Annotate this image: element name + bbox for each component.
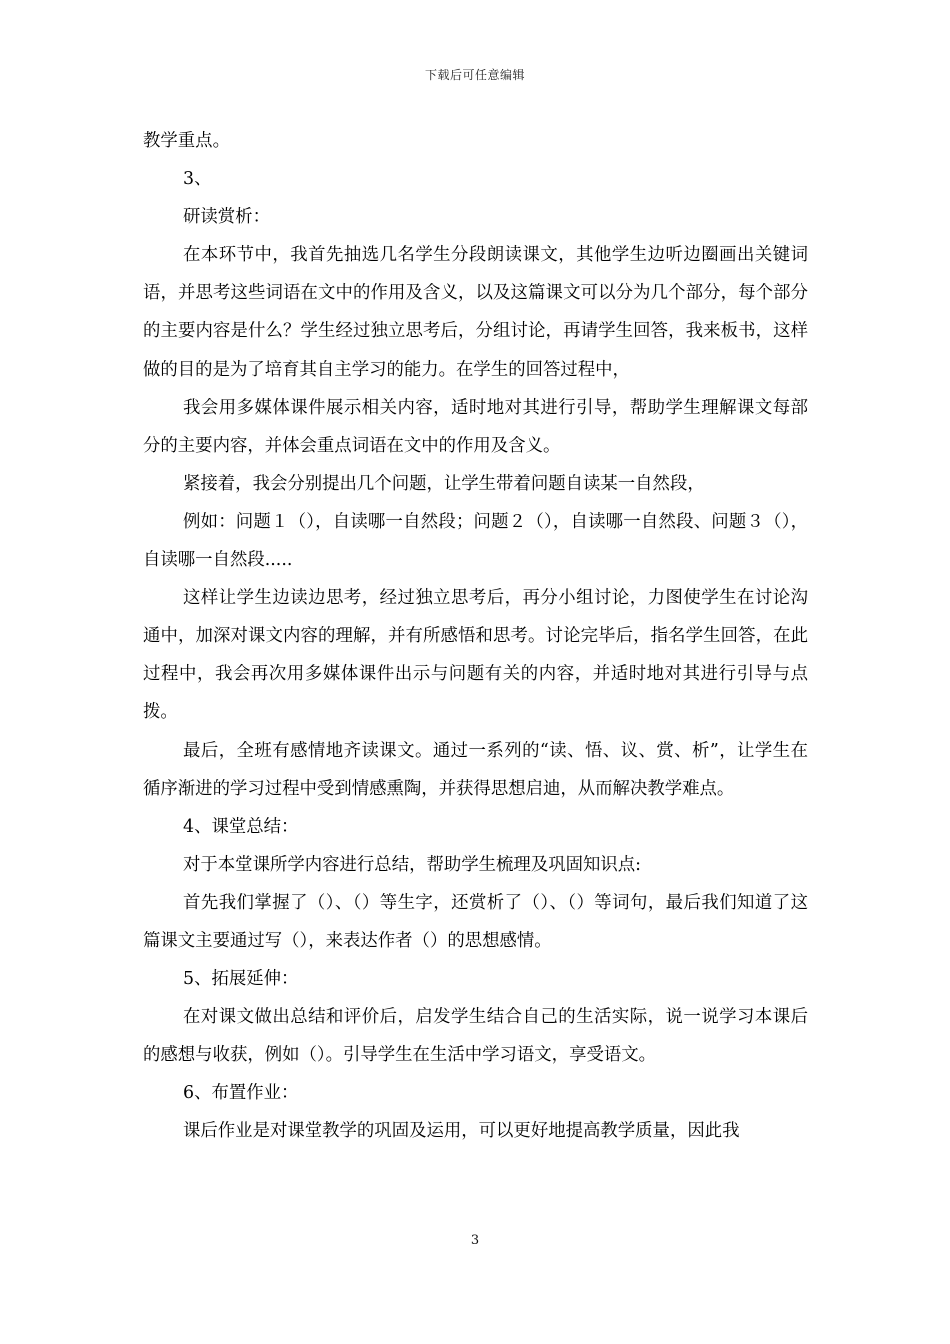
paragraph: 6、布置作业： bbox=[183, 1083, 299, 1104]
paragraph: 在本环节中，我首先抽选几名学生分段朗读课文，其他学生边听边圈画出关键词语，并思考这些词语在文中的作用及含义，以及这篇课文可以分为几个部分，每个部分的主要内容是什么？学生经过独立思考后，分组讨论，再请学生回答，我来板书，这样做的目的是为了培育其自主学习的能力。在学生的回答过程中， bbox=[143, 245, 808, 380]
paragraph: 4、课堂总结： bbox=[183, 816, 299, 837]
page-number: 3 bbox=[470, 1233, 480, 1248]
paragraph: 这样让学生边读边思考，经过独立思考后，再分小组讨论，力图使学生在讨论沟通中，加深对课文内容的理解，并有所感悟和思考。讨论完毕后，指名学生回答，在此过程中，我会再次用多媒体课件出示与问题有关的内容，并适时地对其进行引导与点拨。 bbox=[143, 588, 808, 723]
document-body bbox=[143, 122, 808, 1151]
paragraph: 5、拓展延伸： bbox=[183, 969, 299, 990]
paragraph: 研读赏析： bbox=[183, 207, 270, 228]
paragraph: 对于本堂课所学内容进行总结，帮助学生梳理及巩固知识点: bbox=[183, 854, 642, 875]
paragraph: 紧接着，我会分别提出几个问题，让学生带着问题自读某一自然段， bbox=[183, 473, 705, 494]
paragraph: 我会用多媒体课件展示相关内容，适时地对其进行引导，帮助学生理解课文每部分的主要内容，并体会重点词语在文中的作用及含义。 bbox=[143, 397, 808, 456]
paragraph: 课后作业是对课堂教学的巩固及运用，可以更好地提高教学质量，因此我 bbox=[183, 1121, 740, 1142]
paragraph: 最后，全班有感情地齐读课文。通过一系列的“读、悟、议、赏、析”，让学生在循序渐进的学习过程中受到情感熏陶，并获得思想启迪，从而解决教学难点。 bbox=[143, 740, 808, 799]
page-header: 下载后可任意编辑 bbox=[424, 68, 525, 82]
paragraph: 3、 bbox=[183, 169, 212, 190]
paragraph: 在对课文做出总结和评价后，启发学生结合自己的生活实际，说一说学习本课后的感想与收获，例如（）。引导学生在生活中学习语文，享受语文。 bbox=[143, 1007, 808, 1066]
paragraph: 教学重点。 bbox=[143, 131, 230, 151]
paragraph: 例如：问题１（），自读哪一自然段；问题２（），自读哪一自然段、问题３（），自读哪一自然段..... bbox=[143, 511, 808, 571]
paragraph: 首先我们掌握了（）、（）等生字，还赏析了（）、（）等词句，最后我们知道了这篇课文主要通过写（），来表达作者（）的思想感情。 bbox=[143, 892, 808, 951]
